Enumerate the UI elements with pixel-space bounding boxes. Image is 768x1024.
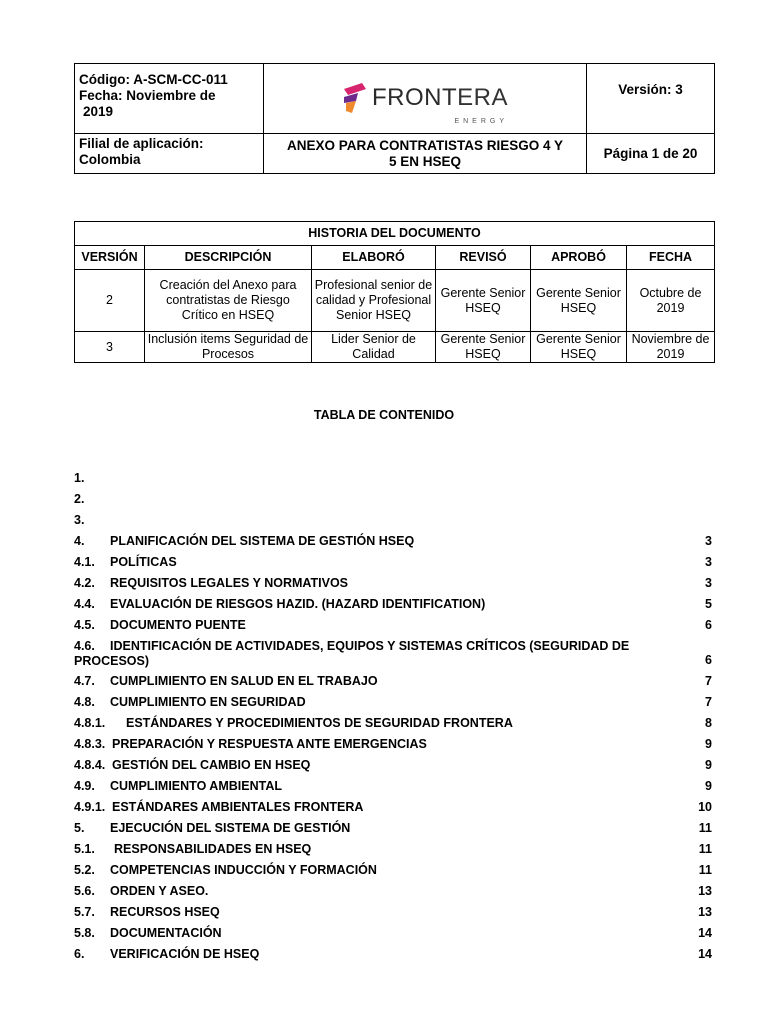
toc-entry-number: 4.6. (74, 639, 95, 653)
document-title-line2: 5 EN HSEQ (388, 153, 462, 169)
toc-entry-page: 6 (705, 618, 712, 632)
header-title-cell (264, 134, 587, 174)
toc-entry-label: POLÍTICAS (110, 555, 177, 569)
history-cell: Gerente Senior HSEQ (531, 332, 627, 363)
history-cell: Gerente Senior HSEQ (436, 270, 531, 332)
toc-entry-number: 5.1. (74, 842, 95, 856)
toc-entry-label: EVALUACIÓN DE RIESGOS HAZID. (HAZARD IDENTIFICATION) (110, 597, 486, 611)
toc-entry-number: 4.2. (74, 576, 95, 590)
toc-entry-label: RESPONSABILIDADES EN HSEQ (114, 842, 312, 856)
toc-entry-label: RECURSOS HSEQ (110, 905, 220, 919)
history-cell: Lider Senior de Calidad (312, 332, 436, 363)
toc-entry-label: DOCUMENTO PUENTE (110, 618, 246, 632)
toc-entry-page: 3 (705, 576, 712, 590)
toc-entry-label: EJECUCIÓN DEL SISTEMA DE GESTIÓN (110, 821, 351, 835)
toc-entry-label: ORDEN Y ASEO. (110, 884, 209, 898)
toc-entry-page: 6 (705, 653, 712, 667)
logo-wordmark: FRONTERA ENERGY (372, 87, 508, 109)
toc-entry[interactable] (74, 639, 714, 671)
toc-entry-page: 10 (698, 800, 712, 814)
toc-entry-label: ESTÁNDARES AMBIENTALES FRONTERA (112, 800, 364, 814)
toc-entry-page: 3 (705, 534, 712, 548)
toc-entry-page: 11 (698, 863, 712, 877)
toc-entry-label: ESTÁNDARES Y PROCEDIMIENTOS DE SEGURIDAD FRONTERA (126, 716, 513, 730)
logo-subtitle: ENERGY (454, 118, 508, 125)
toc-entry-label: DOCUMENTACIÓN (110, 926, 222, 940)
history-col-approved: APROBÓ (531, 246, 627, 270)
toc-entry-page: 13 (698, 905, 712, 919)
toc-entry-label: REQUISITOS LEGALES Y NORMATIVOS (110, 576, 349, 590)
document-version: Versión: 3 (618, 82, 683, 97)
toc-entry-label: IDENTIFICACIÓN DE ACTIVIDADES, EQUIPOS Y SISTEMAS CRÍTICOS (SEGURIDAD DE (110, 639, 630, 653)
frontera-mark-icon (342, 83, 368, 113)
toc-entry-number: 4.4. (74, 597, 95, 611)
history-cell: 3 (75, 332, 145, 363)
history-col-version: VERSIÓN (75, 246, 145, 270)
toc-entry-page: 8 (705, 716, 712, 730)
toc-entry-page: 11 (698, 842, 712, 856)
header-code-cell (75, 64, 264, 134)
frontera-logo (265, 65, 585, 131)
toc-entry-number: 4.8.3. (74, 737, 106, 751)
toc-entry-number: 4.9.1. (74, 800, 106, 814)
history-row (75, 270, 715, 332)
toc-entry-label: GESTIÓN DEL CAMBIO EN HSEQ (112, 758, 311, 772)
toc-entry-label: CUMPLIMIENTO EN SEGURIDAD (110, 695, 306, 709)
history-col-elaborated: ELABORÓ (312, 246, 436, 270)
toc-entry-page: 14 (698, 926, 712, 940)
history-cell: Octubre de 2019 (627, 270, 715, 332)
toc-entry-number: 5.6. (74, 884, 95, 898)
header-version-cell (587, 64, 715, 134)
toc-entry-number: 4.1. (74, 555, 95, 569)
toc-entry-number: 4.8.4. (74, 758, 106, 772)
history-cell: Gerente Senior HSEQ (436, 332, 531, 363)
history-cell: Creación del Anexo para contratistas de Riesgo Crítico en HSEQ (145, 270, 312, 332)
history-cell: Gerente Senior HSEQ (531, 270, 627, 332)
toc-entry-label: CUMPLIMIENTO AMBIENTAL (110, 779, 282, 793)
toc-entry-page: 9 (705, 779, 712, 793)
header-filial-cell (75, 134, 264, 174)
toc-entry-page: 14 (698, 947, 712, 961)
filial-label: Filial de aplicación: (79, 136, 204, 151)
toc-entry-label: COMPETENCIAS INDUCCIÓN Y FORMACIÓN (110, 863, 377, 877)
toc-entry-number: 5.8. (74, 926, 95, 940)
toc-entry-number: 5.2. (74, 863, 95, 877)
toc-entry-number: 3. (74, 513, 85, 527)
header-page-cell (587, 134, 715, 174)
history-title: HISTORIA DEL DOCUMENTO (75, 222, 715, 246)
toc-entry-number: 4.8. (74, 695, 95, 709)
history-col-date: FECHA (627, 246, 715, 270)
toc-entry-label-continuation: PROCESOS) (74, 654, 150, 668)
toc-entry-number: 6. (74, 947, 85, 961)
document-title-line1: ANEXO PARA CONTRATISTAS RIESGO 4 Y (286, 137, 564, 153)
header-logo-cell (264, 64, 587, 134)
document-date-year: 2019 (83, 104, 114, 119)
toc-entry-number: 4. (74, 534, 85, 548)
history-cell: Noviembre de 2019 (627, 332, 715, 363)
toc-entry-number: 4.9. (74, 779, 95, 793)
history-cell: 2 (75, 270, 145, 332)
toc-entry-number: 5. (74, 821, 85, 835)
toc-entry-number: 1. (74, 471, 85, 485)
document-history-table (74, 221, 715, 363)
toc-entry-number: 4.8.1. (74, 716, 106, 730)
toc-entry-page: 3 (705, 555, 712, 569)
toc-heading: TABLA DE CONTENIDO (313, 408, 455, 422)
toc-entry-number: 2. (74, 492, 85, 506)
history-col-reviewed: REVISÓ (436, 246, 531, 270)
toc-entry-page: 13 (698, 884, 712, 898)
history-row (75, 332, 715, 363)
document-header-table (74, 63, 715, 174)
toc-entry-number: 4.7. (74, 674, 95, 688)
document-date: Fecha: Noviembre de (79, 88, 216, 103)
toc-entry-label: CUMPLIMIENTO EN SALUD EN EL TRABAJO (110, 674, 378, 688)
filial-value: Colombia (79, 152, 141, 167)
toc-entry-page: 9 (705, 758, 712, 772)
history-col-description: DESCRIPCIÓN (145, 246, 312, 270)
history-cell: Profesional senior de calidad y Profesional Senior HSEQ (312, 270, 436, 332)
toc-entry-page: 7 (705, 695, 712, 709)
document-code: Código: A-SCM-CC-011 (79, 72, 228, 87)
toc-entry-page: 11 (698, 821, 712, 835)
toc-entry-page: 7 (705, 674, 712, 688)
history-cell: Inclusión items Seguridad de Procesos (145, 332, 312, 363)
toc-entry-page: 5 (705, 597, 712, 611)
toc-entry-label: PLANIFICACIÓN DEL SISTEMA DE GESTIÓN HSEQ (110, 534, 415, 548)
page-number: Página 1 de 20 (603, 145, 698, 161)
toc-entry-page: 9 (705, 737, 712, 751)
toc-entry-number: 5.7. (74, 905, 95, 919)
toc-entry-number: 4.5. (74, 618, 95, 632)
toc-entry-label: PREPARACIÓN Y RESPUESTA ANTE EMERGENCIAS (112, 737, 427, 751)
toc-entry-label: VERIFICACIÓN DE HSEQ (110, 947, 260, 961)
